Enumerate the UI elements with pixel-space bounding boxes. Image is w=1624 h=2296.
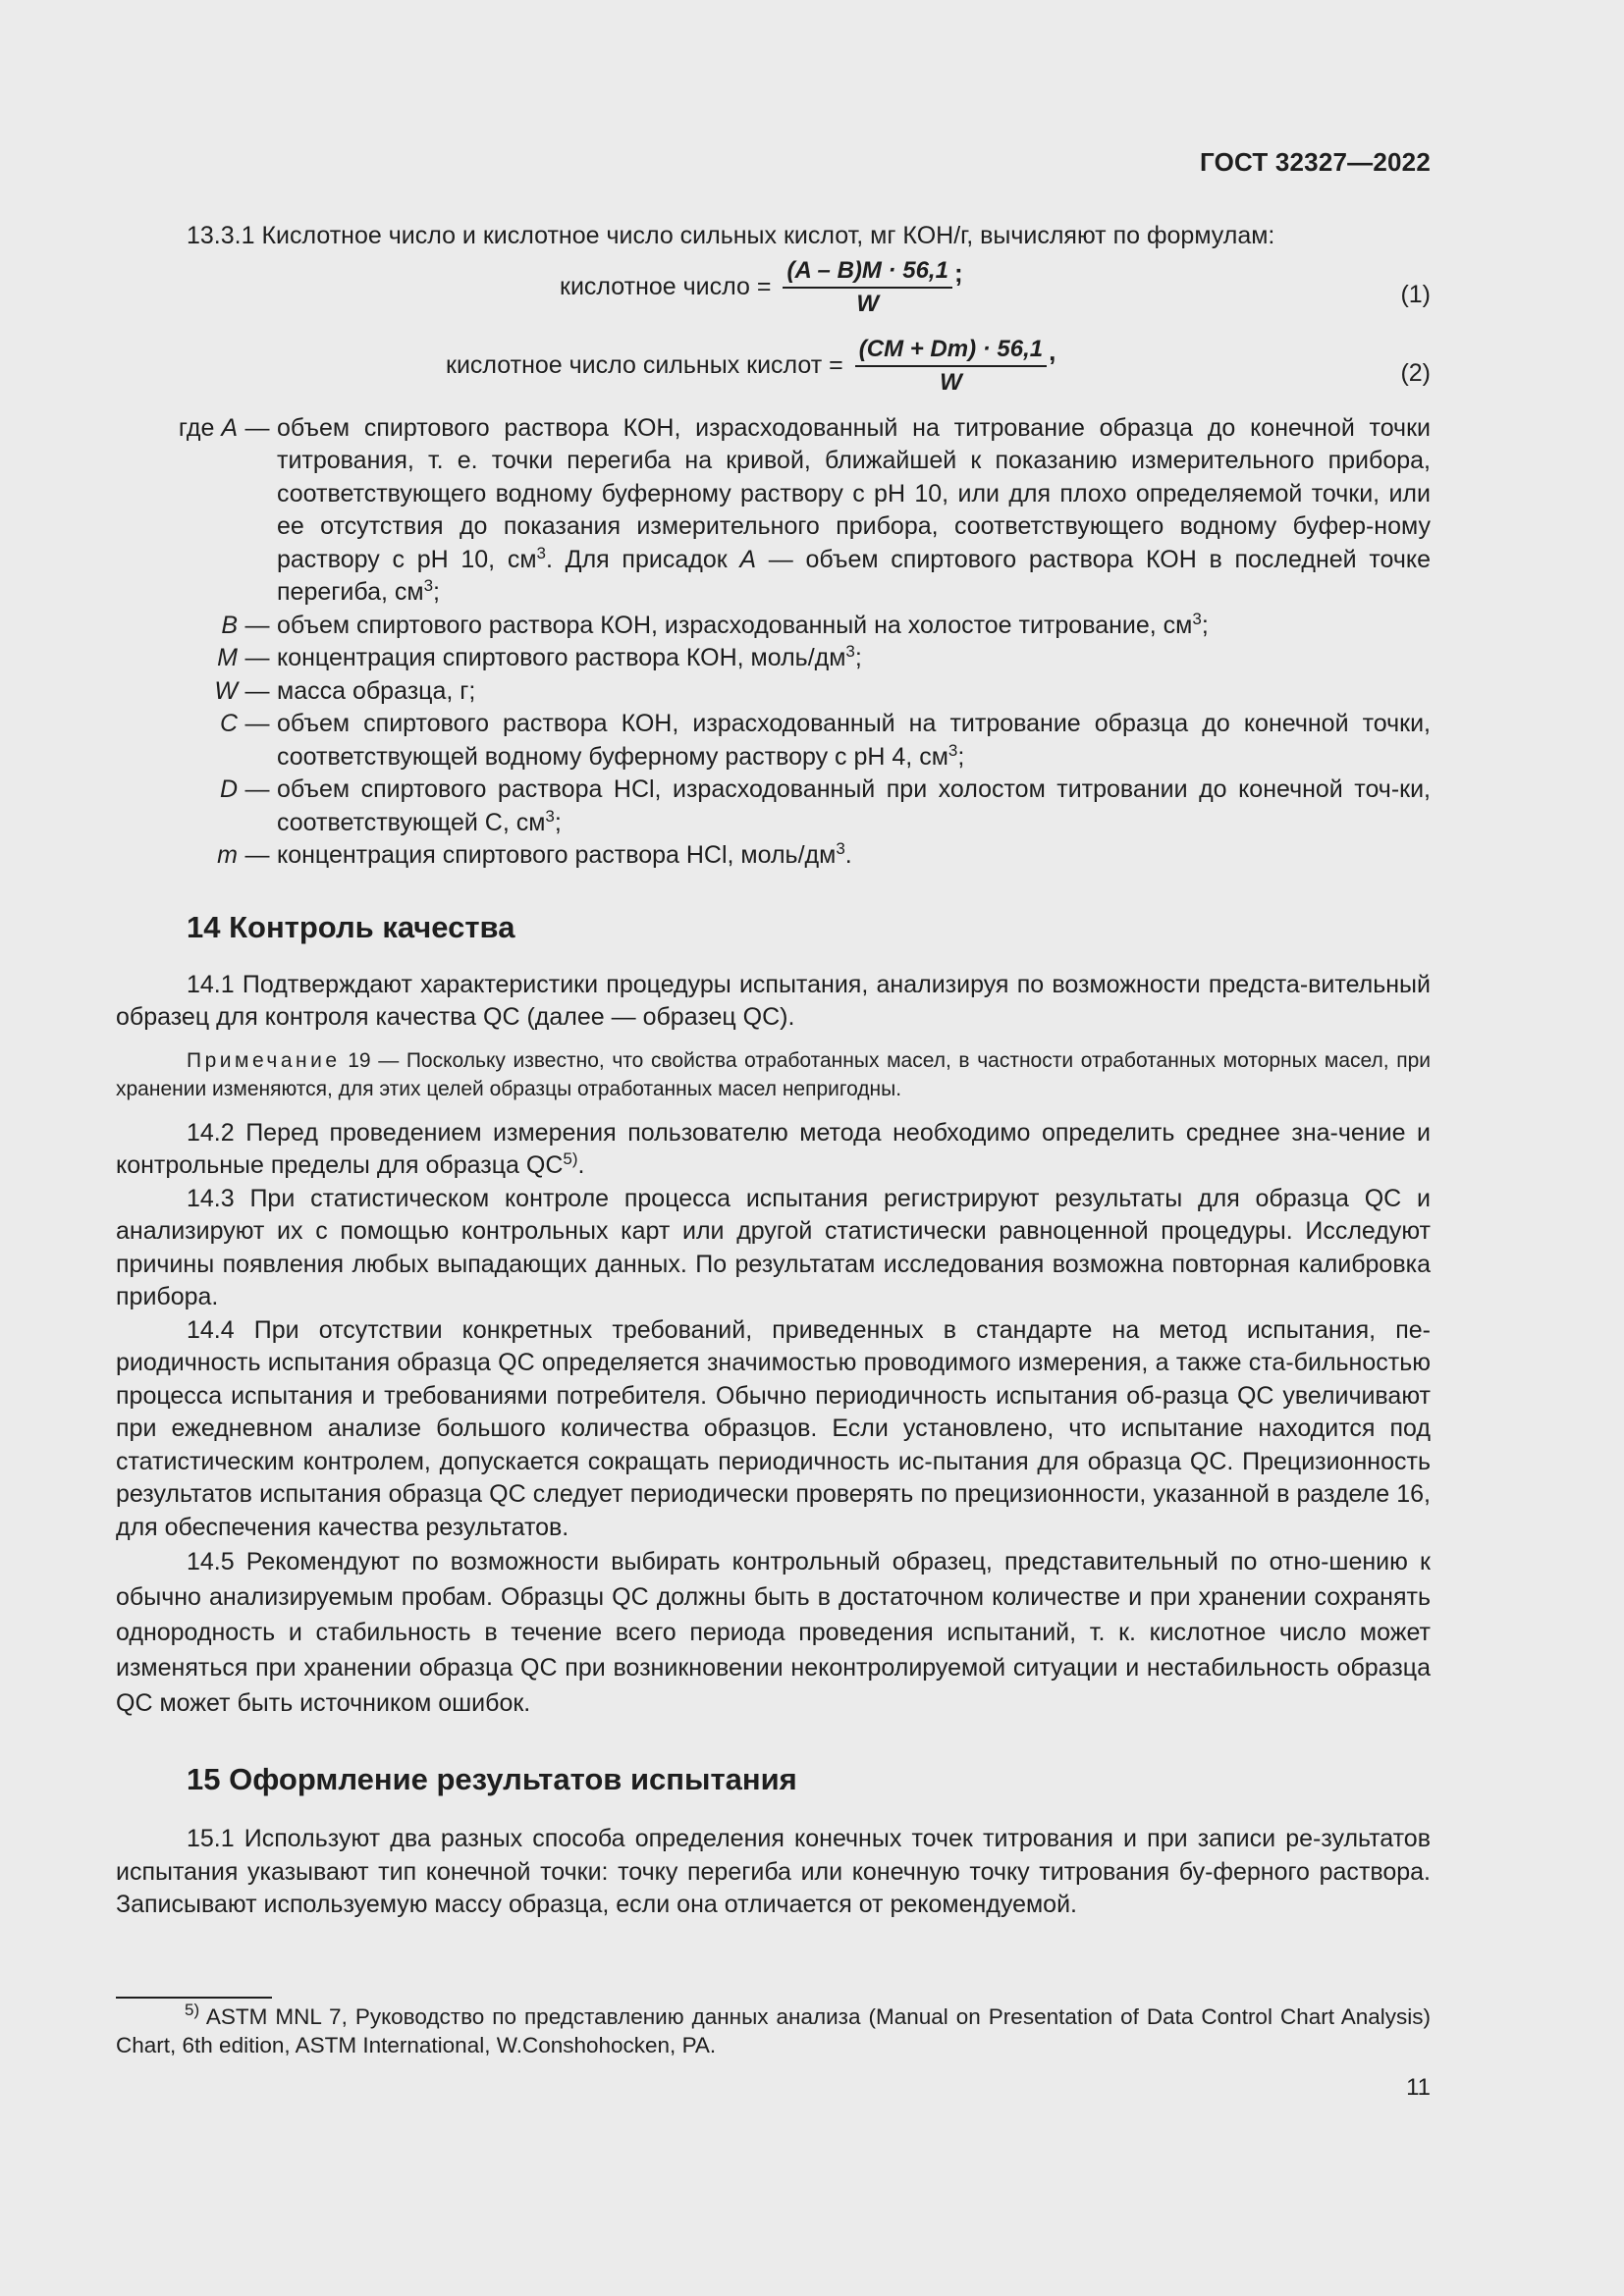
page-content bbox=[116, 220, 1431, 1922]
definition-symbol: m bbox=[217, 841, 238, 869]
clause-14-5: 14.5 Рекомендуют по возможности выбирать контрольный образец, представительный по отно-шению к обычно анализируемым пробам. Образцы QC должны быть в достаточном количестве и при хранении сохранять однородность и стабильность в течение всего периода проведения испытаний, т. к. кислотное число может изменяться при хранении образца QC при возникновении неконтролируемой ситуации и нестабильность образца QC может быть источником ошибок. bbox=[116, 1548, 1431, 1717]
footnote-mark: 5) bbox=[185, 2001, 200, 2019]
definition-symbol: M bbox=[217, 644, 238, 671]
page-number: 11 bbox=[1406, 2074, 1431, 2101]
definition-text: объем спиртового раствора КОН, израсходованный на титрование образца до конечной точки, соответствующей водному буферному раствору с рН 4, см bbox=[277, 710, 1431, 771]
definition-text: объем спиртового раствора КОН, израсходованный на титрование образца до конечной точки титрования, т. е. точки перегиба на кривой, ближайшей к показанию измерительного прибора, соответствующего водному буферному раствору с рН 10, или для плохо определяемой точки, или ее отсутствия до показания измерительного прибора, соответствующего водному буфер-ному раствору с рН 10, см bbox=[277, 413, 1431, 573]
clause-15-1: 15.1 Используют два разных способа определения конечных точек титрования и при записи ре-зультатов испытания указывают тип конечной точки: точку перегиба или конечную точку титрования бу-ферного раствора. Записывают используемую массу образца, если она отличается от рекомендуемой. bbox=[116, 1825, 1431, 1918]
definition-text: концентрация спиртового раствора КОН, моль/дм bbox=[277, 644, 846, 671]
clause-14-4: 14.4 При отсутствии конкретных требований, приведенных в стандарте на метод испытания, пе-риодичность испытания образца QC определяется значимостью проводимого измерения, а также ста-бильностью процесса испытания и требованиями потребителя. Обычно периодичность испытания об-разца QC увеличивают при ежедневном анализе большого количества образцов. Если установлено, что испытание находится под статистическим контролем, допускается сокращать периодичность ис-пытания для образца QC. Прецизионность результатов испытания образца QC следует периодически проверять по прецизионности, указанной в разделе 16, для обеспечения качества результатов. bbox=[116, 1315, 1431, 1541]
formula-2-fraction bbox=[855, 336, 1047, 397]
definition-text: масса образца, г; bbox=[277, 676, 476, 705]
definition-item: D — объем спиртового раствора HCl, израсходованный при холостом титровании до конечной точ-ки, соответствующей С, $см^3$; bbox=[219, 775, 1431, 836]
definition-item: W — масса образца, г; bbox=[116, 675, 1431, 709]
definition-item: m — концентрация спиртового раствора HCl, моль/$дм^3$. bbox=[217, 839, 852, 869]
formula-2-label: кислотное число сильных кислот = bbox=[446, 350, 843, 379]
definition-text: объем спиртового раствора HCl, израсходованный при холостом титровании до конечной точ-ки, соответствующей С, см bbox=[277, 775, 1431, 836]
note-19 bbox=[116, 1046, 1431, 1103]
where-word: где bbox=[178, 413, 215, 442]
definition-item: M — концентрация спиртового раствора КОН, моль/$дм^3$; bbox=[217, 642, 862, 671]
section-14-heading: 14 Контроль качества bbox=[187, 909, 515, 944]
definition-symbol: D bbox=[219, 775, 238, 803]
section-15-heading: 15 Оформление результатов испытания bbox=[187, 1762, 797, 1796]
formula-1-denominator: W bbox=[856, 290, 880, 317]
document-header: ГОСТ 32327—2022 bbox=[1200, 147, 1431, 177]
definition-symbol: B bbox=[221, 611, 238, 639]
formula-2-number: (2) bbox=[1400, 358, 1431, 387]
definition-symbol: C bbox=[219, 710, 238, 737]
formula-2 bbox=[116, 336, 1431, 406]
definition-item: C — объем спиртового раствора КОН, израсходованный на титрование образца до конечной точки, соответствующей водному буферному раствору с рН 4, $см^3$; bbox=[219, 710, 1431, 771]
formula-1-number: (1) bbox=[1400, 280, 1431, 308]
footnote-divider bbox=[116, 1997, 272, 1999]
formula-1 bbox=[116, 257, 1431, 328]
note-label: Примечание bbox=[187, 1048, 341, 1072]
formula-1-label: кислотное число = bbox=[560, 272, 772, 300]
clause-14-2: 14.2 Перед проведением измерения пользователю метода необходимо определить среднее зна-чение и контрольные пределы для образца QC$^{5)}$. bbox=[116, 1118, 1431, 1179]
definition-text: объем спиртового раствора КОН, израсходованный на холостое титрование, см bbox=[277, 611, 1193, 639]
clause-14-3: 14.3 При статистическом контроле процесса испытания регистрируют результаты для образца QC и анализируют их с помощью контрольных карт или другой статистически равноценной процедуры. Исследуют причины появления любых выпадающих данных. По результатам исследования возможна повторная калибровка прибора. bbox=[116, 1184, 1431, 1310]
formula-1-fraction bbox=[783, 257, 951, 318]
footnote-text: ASTM MNL 7, Руководство по представлению данных анализа (Manual on Presentation of Data Control Chart Analysis) Chart, 6th edition, ASTM International, W.Conshohocken, PA. bbox=[116, 2004, 1431, 2057]
definition-item: B — объем спиртового раствора КОН, израсходованный на холостое титрование, $см^3$; bbox=[221, 609, 1209, 639]
definitions-list bbox=[116, 412, 1431, 873]
formula-2-numerator: (CM + Dm) · 56,1 bbox=[855, 336, 1047, 367]
formula-1-numerator: (A – B)M · 56,1 bbox=[783, 257, 951, 289]
footnote-ref: 5) bbox=[563, 1149, 578, 1168]
formula-2-denominator: W bbox=[940, 368, 962, 396]
formula-2-tail: , bbox=[1049, 336, 1056, 366]
clause-14-1: 14.1 Подтверждают характеристики процедуры испытания, анализируя по возможности предста-вительный образец для контроля качества QC (далее — образец QC). bbox=[116, 970, 1431, 1031]
clause-13-3-1: 13.3.1 Кислотное число и кислотное число сильных кислот, мг КОН/г, вычисляют по формулам: bbox=[187, 222, 1275, 249]
definition-text: концентрация спиртового раствора HCl, моль/дм bbox=[277, 841, 837, 869]
definition-item: где A — объем спиртового раствора КОН, израсходованный на титрование образца до конечной точки титрования, т. е. точки перегиба на кривой, ближайшей к показанию измерительного прибора, соответствующего водному буферному раствору с рН 10, или для плохо определяемой точки, или ее отсутствия до показания измерительного прибора, соответствующего водному буфер-ному раствору с рН 10, $см^3$. Для присадок A — объем спиртового раствора КОН в последней точке перегиба, $см^3$; bbox=[116, 412, 1431, 610]
definition-symbol: W bbox=[214, 676, 238, 705]
definition-dash: — bbox=[244, 413, 270, 442]
note-text: 19 — Поскольку известно, что свойства отработанных масел, в частности отработанных моторных масел, при хранении изменяются, для этих целей образцы отработанных масел непригодны. bbox=[116, 1048, 1431, 1100]
formula-1-tail: ; bbox=[953, 257, 963, 288]
definition-symbol: A bbox=[221, 413, 238, 442]
footnote bbox=[116, 2002, 1431, 2059]
